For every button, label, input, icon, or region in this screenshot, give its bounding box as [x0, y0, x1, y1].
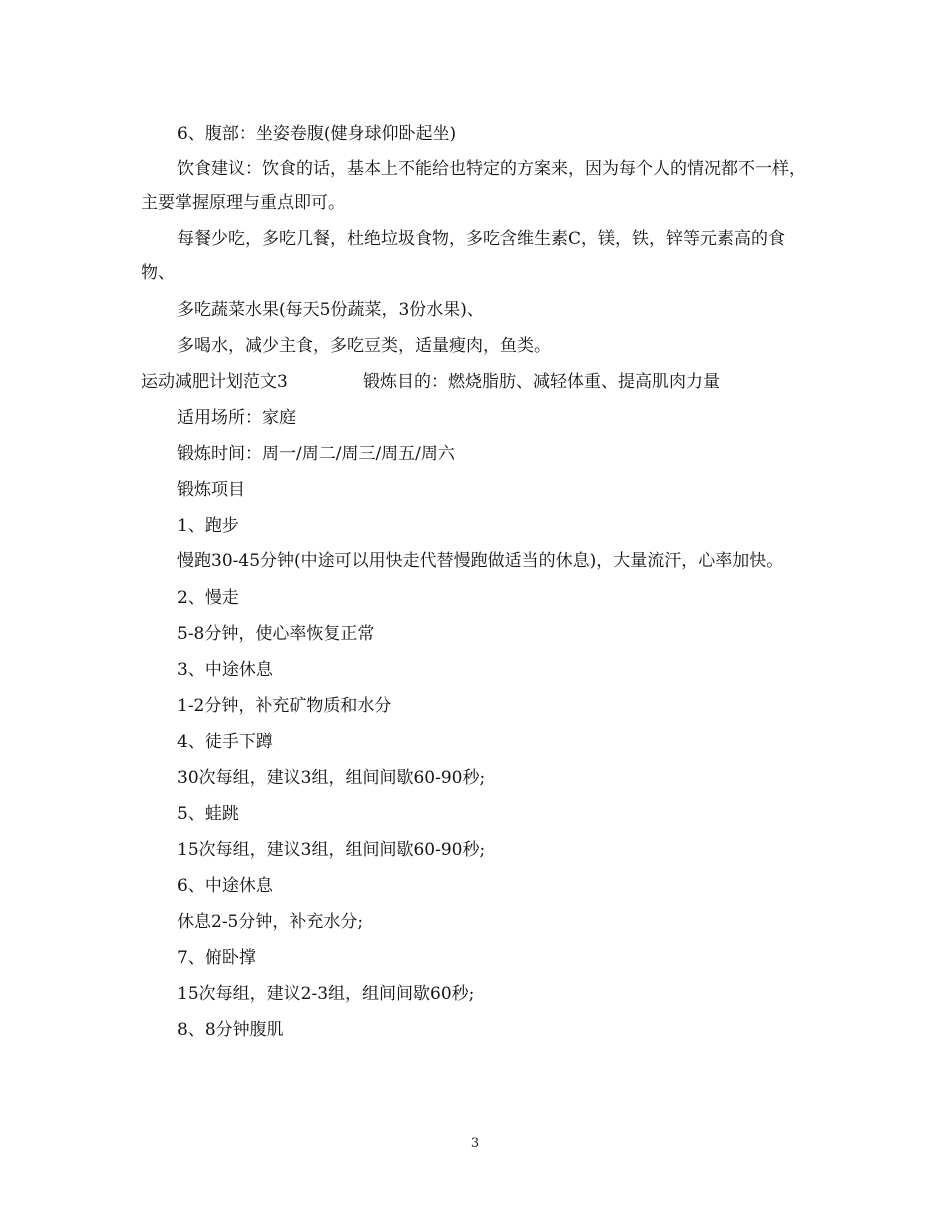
- paragraph: 多吃蔬菜水果(每天5份蔬菜，3份水果)、: [177, 300, 484, 320]
- list-item: 5、蛙跳: [177, 804, 239, 824]
- list-item: 5-8分钟，使心率恢复正常: [177, 624, 375, 644]
- list-item: 3、中途休息: [177, 660, 273, 680]
- list-item: 15次每组，建议3组，组间间歇60-90秒;: [177, 840, 486, 860]
- list-item: 4、徒手下蹲: [177, 732, 273, 752]
- list-item: 1、跑步: [177, 516, 239, 536]
- list-item: 6、中途休息: [177, 876, 273, 896]
- list-item: 锻炼项目: [177, 480, 245, 500]
- section-heading: [141, 364, 811, 400]
- list-item: 1-2分钟，补充矿物质和水分: [177, 696, 392, 716]
- paragraph: 每餐少吃，多吃几餐，杜绝垃圾食物，多吃含维生素C，镁，铁，锌等元素高的食物、: [141, 229, 786, 283]
- list-item: 休息2-5分钟，补充水分;: [177, 912, 364, 932]
- list-item: 15次每组，建议2-3组，组间间歇60秒;: [177, 984, 475, 1004]
- list-item: 7、俯卧撑: [177, 948, 256, 968]
- list-item: 2、慢走: [177, 588, 239, 608]
- section-title: 运动减肥计划范文3: [141, 372, 288, 392]
- list-item: 慢跑30-45分钟(中途可以用快走代替慢跑做适当的休息)，大量流汗，心率加快。: [177, 551, 784, 571]
- list-item: 适用场所：家庭: [177, 408, 296, 428]
- paragraph: 多喝水，减少主食，多吃豆类，适量瘦肉，鱼类。: [177, 336, 551, 356]
- paragraph: 6、腹部：坐姿卷腹(健身球仰卧起坐): [177, 124, 457, 144]
- paragraph: 饮食建议：饮食的话，基本上不能给也特定的方案来，因为每个人的情况都不一样，主要掌握原理与重点即可。: [141, 159, 806, 213]
- document-body: [141, 116, 811, 1048]
- list-item: 30次每组，建议3组，组间间歇60-90秒;: [177, 768, 486, 788]
- section-goal: 锻炼目的：燃烧脂肪、减轻体重、提高肌肉力量: [363, 372, 720, 392]
- list-item: 8、8分钟腹肌: [177, 1020, 284, 1040]
- list-item: 锻炼时间：周一/周二/周三/周五/周六: [177, 444, 455, 464]
- page-number: 3: [470, 1136, 480, 1151]
